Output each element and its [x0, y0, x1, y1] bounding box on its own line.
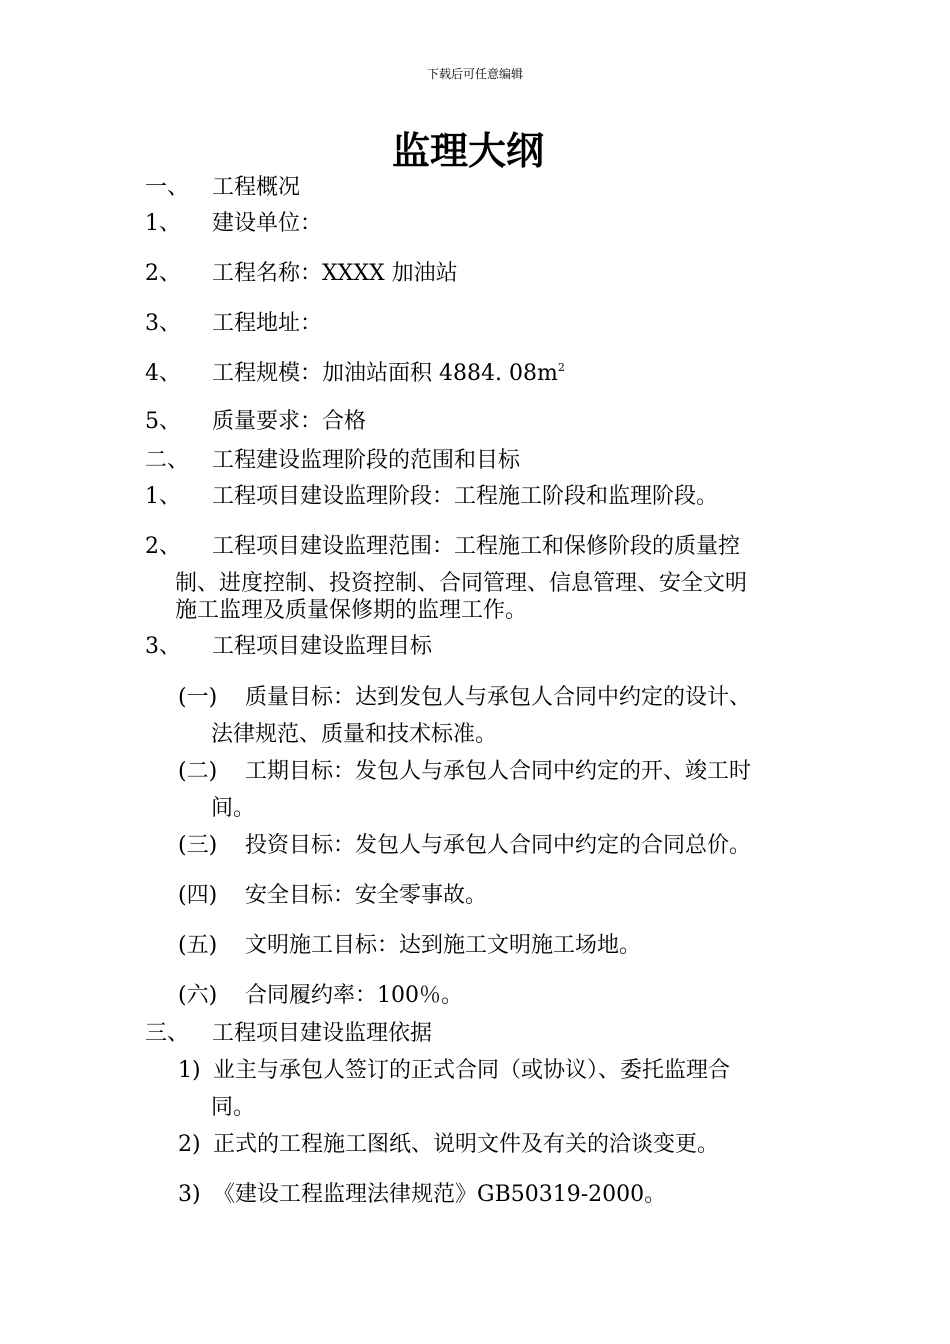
item-number: 2、	[145, 534, 181, 559]
goal-investment	[178, 832, 858, 860]
item-text	[212, 360, 565, 388]
header-note: 下载后可任意编辑	[426, 67, 523, 81]
goal-quality	[178, 684, 858, 712]
goal-civilized-construction	[178, 932, 858, 960]
item-project-scale	[145, 360, 845, 388]
document-title: 监理大纲	[391, 129, 544, 173]
item-continuation: 制、进度控制、投资控制、合同管理、信息管理、安全文明	[175, 571, 748, 596]
section-heading-1	[145, 174, 845, 202]
item-number: 3、	[145, 311, 181, 336]
section-heading-2	[145, 447, 845, 475]
goal-text: 合同履约率：100％。	[245, 983, 463, 1008]
basis-number: 2)	[178, 1132, 201, 1157]
item-supervision-scope	[145, 533, 845, 561]
item-text: 工程项目建设监理目标	[212, 634, 433, 659]
section-heading-3	[145, 1020, 845, 1048]
basis-item-1	[178, 1057, 858, 1085]
unit-superscript: 2	[557, 361, 565, 374]
basis-text: 业主与承包人签订的正式合同（或协议）、委托监理合	[213, 1058, 731, 1083]
basis-continuation: 同。	[211, 1095, 256, 1120]
item-supervision-goals	[145, 633, 845, 661]
goal-continuation: 间。	[211, 796, 256, 821]
basis-text: 正式的工程施工图纸、说明文件及有关的洽谈变更。	[213, 1132, 720, 1157]
item-number: 3、	[145, 634, 181, 659]
item-text: 建设单位：	[212, 211, 323, 236]
basis-number: 3)	[178, 1182, 201, 1207]
section-text: 工程概况	[212, 175, 301, 200]
section-text: 工程项目建设监理依据	[212, 1021, 433, 1046]
item-construction-unit	[145, 210, 845, 238]
scale-text: 工程规模：加油站面积 4884. 08m	[212, 361, 558, 386]
goal-number: (三)	[178, 833, 218, 858]
goal-text: 工期目标：发包人与承包人合同中约定的开、竣工时	[245, 759, 752, 784]
basis-text: 《建设工程监理法律规范》GB50319-2000。	[213, 1182, 667, 1207]
item-text: 质量要求：合格	[212, 409, 367, 434]
item-continuation: 施工监理及质量保修期的监理工作。	[175, 598, 528, 623]
goal-number: (一)	[178, 685, 218, 710]
goal-number: (四)	[178, 883, 218, 908]
goal-safety	[178, 882, 858, 910]
item-number: 1、	[145, 484, 181, 509]
item-project-address	[145, 310, 845, 338]
section-number: 一、	[145, 175, 190, 200]
item-text: 工程项目建设监理阶段：工程施工阶段和监理阶段。	[212, 484, 719, 509]
goal-text: 投资目标：发包人与承包人合同中约定的合同总价。	[245, 833, 752, 858]
goal-continuation: 法律规范、质量和技术标准。	[211, 722, 498, 747]
goal-schedule	[178, 758, 858, 786]
item-number: 2、	[145, 261, 181, 286]
item-quality-requirement	[145, 408, 845, 436]
basis-item-2	[178, 1131, 858, 1159]
goal-number: (二)	[178, 759, 218, 784]
item-text: 工程项目建设监理范围：工程施工和保修阶段的质量控	[212, 534, 741, 559]
item-text: 工程名称：XXXX 加油站	[212, 261, 458, 286]
basis-number: 1)	[178, 1058, 201, 1083]
goal-text: 文明施工目标：达到施工文明施工场地。	[245, 933, 642, 958]
section-number: 三、	[145, 1021, 190, 1046]
goal-number: (六)	[178, 983, 218, 1008]
item-number: 4、	[145, 361, 181, 386]
goal-text: 质量目标：达到发包人与承包人合同中约定的设计、	[245, 685, 752, 710]
basis-item-3	[178, 1181, 858, 1209]
goal-number: (五)	[178, 933, 218, 958]
item-project-name	[145, 260, 845, 288]
item-text: 工程地址：	[212, 311, 323, 336]
goal-contract-performance	[178, 982, 858, 1010]
goal-text: 安全目标：安全零事故。	[245, 883, 488, 908]
section-number: 二、	[145, 448, 190, 473]
item-supervision-stage	[145, 483, 845, 511]
section-text: 工程建设监理阶段的范围和目标	[212, 448, 521, 473]
item-number: 5、	[145, 409, 181, 434]
item-number: 1、	[145, 211, 181, 236]
